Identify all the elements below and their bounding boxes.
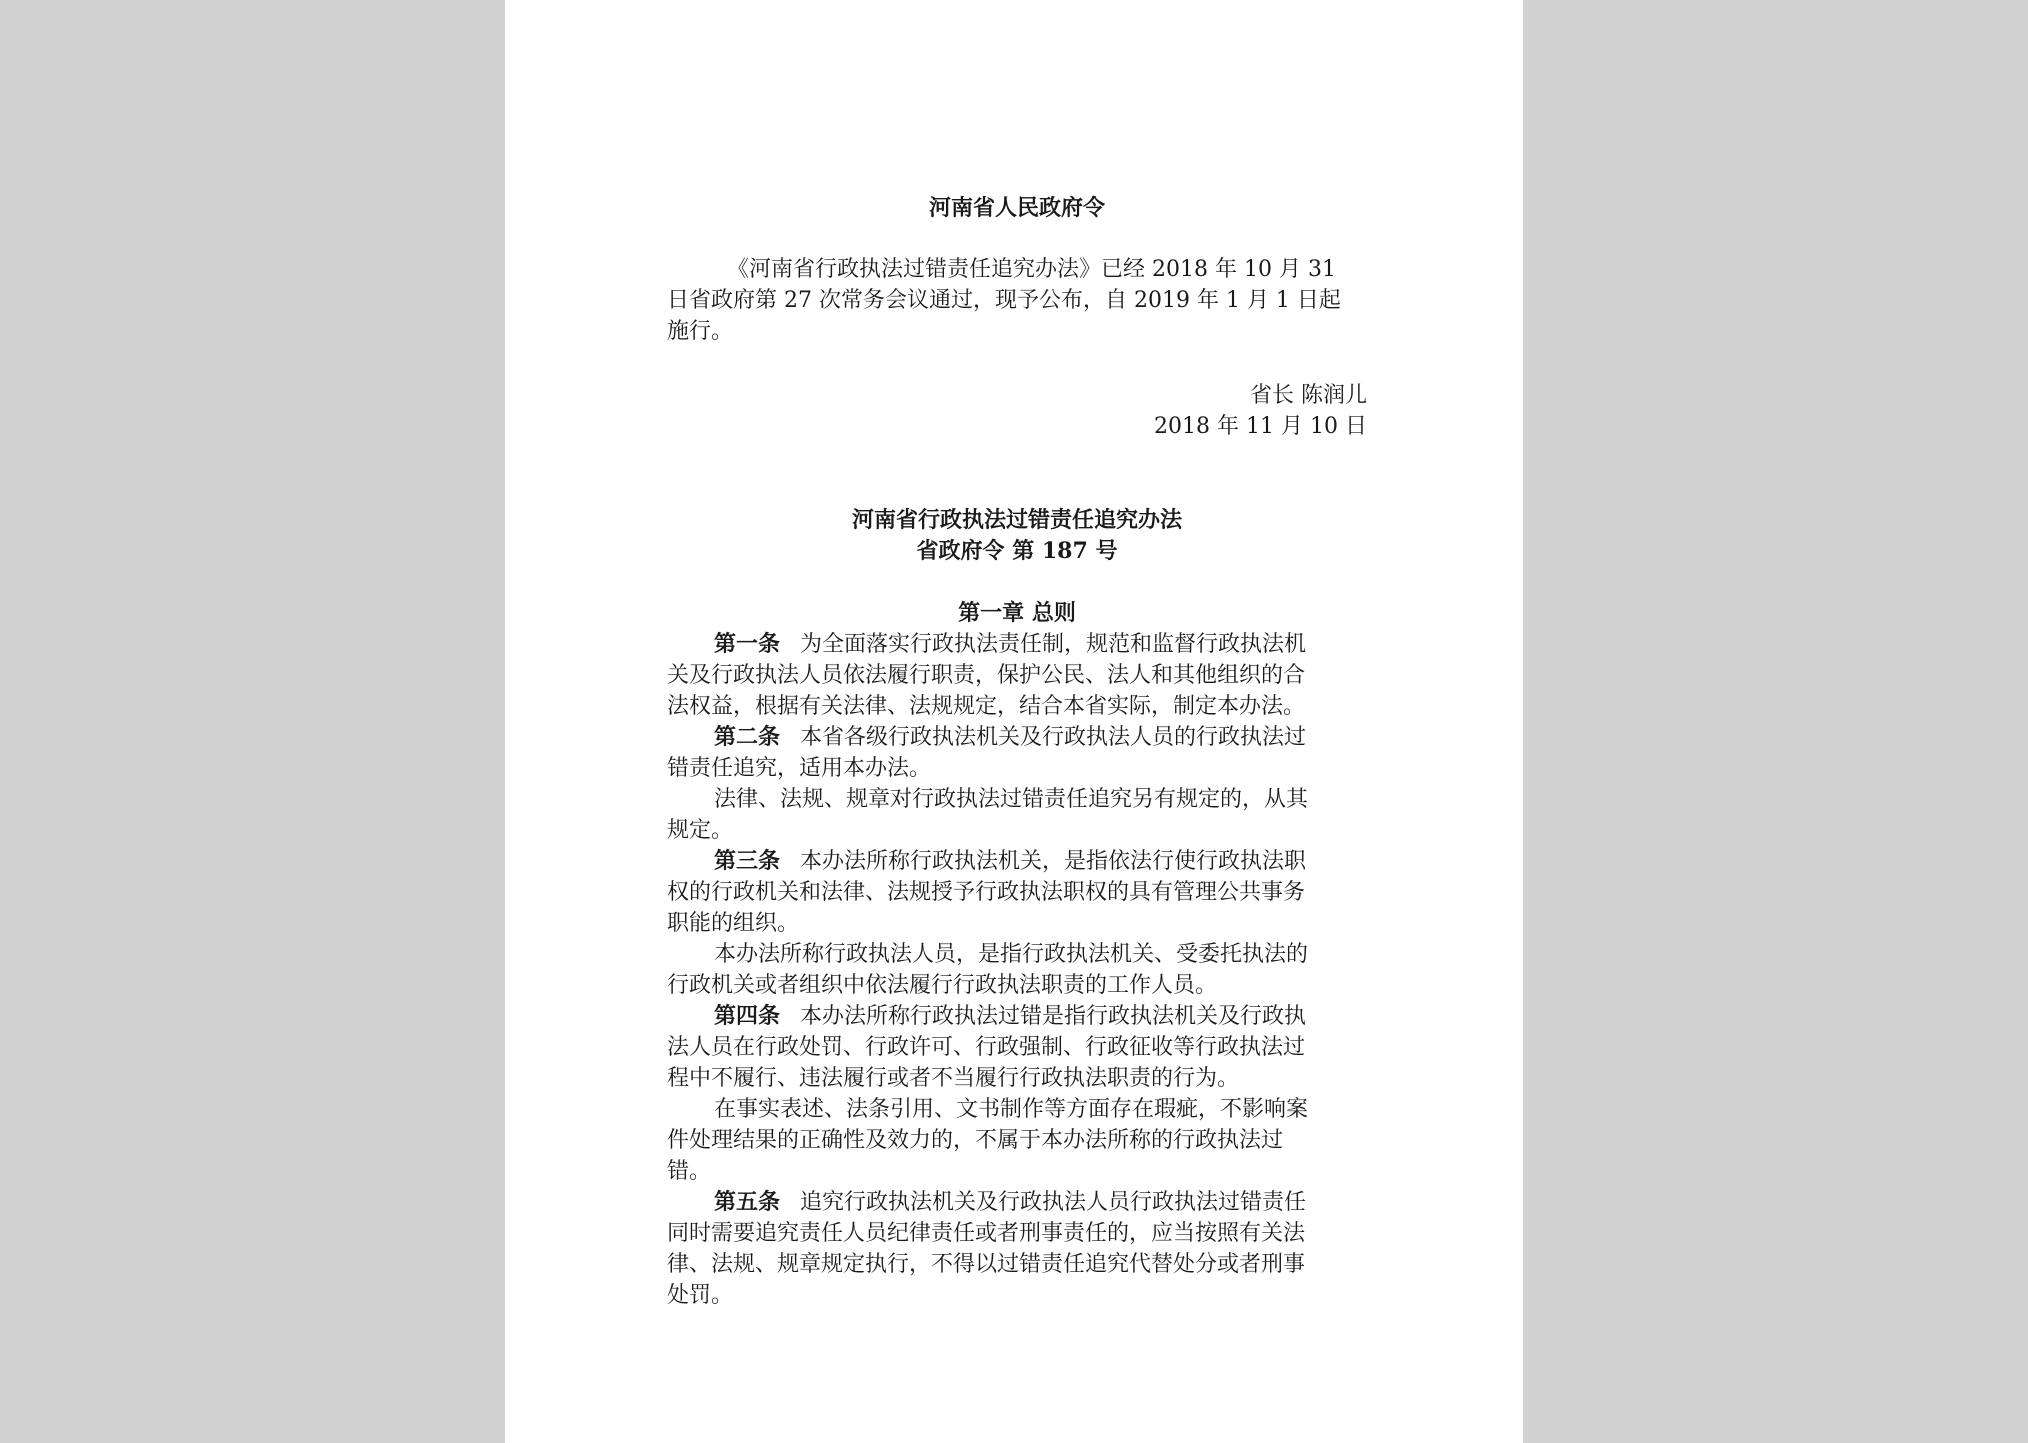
regulation-line: [667, 1094, 1367, 1125]
regulation-line: [667, 877, 1367, 908]
article-text: 追究行政执法机关及行政执法人员行政执法过错责任: [800, 1190, 1307, 1215]
regulation-line: [667, 691, 1367, 722]
article-text: 行政机关或者组织中依法履行行政执法职责的工作人员。: [667, 973, 1218, 998]
regulation-line: [667, 1001, 1367, 1032]
article-text: 关及行政执法人员依法履行职责，保护公民、法人和其他组织的合: [667, 663, 1306, 688]
article-text: 错。: [667, 1159, 712, 1184]
regulation-line: [667, 970, 1367, 1001]
article-text: 本办法所称行政执法过错是指行政执法机关及行政执: [800, 1004, 1307, 1029]
regulation-line: [667, 1032, 1367, 1063]
order-body-line: 施行。: [667, 319, 734, 344]
regulation-line: [667, 753, 1367, 784]
article-text: 件处理结果的正确性及效力的，不属于本办法所称的行政执法过: [667, 1128, 1284, 1153]
regulation-line: [667, 1125, 1367, 1156]
chapter-heading: 第一章 总则: [958, 600, 1076, 626]
order-signer: 省长 陈润儿: [1250, 383, 1367, 408]
article-text: 本办法所称行政执法人员，是指行政执法机关、受委托执法的: [714, 942, 1309, 967]
order-date: 2018 年 11 月 10 日: [1154, 414, 1367, 439]
regulation-line: [667, 1063, 1367, 1094]
regulation-line: [667, 815, 1367, 846]
regulation-line: [667, 846, 1367, 877]
article-text: 律、法规、规章规定执行，不得以过错责任追究代替处分或者刑事: [667, 1252, 1306, 1277]
order-body-line: 日省政府第 27 次常务会议通过，现予公布，自 2019 年 1 月 1 日起: [667, 288, 1341, 313]
article-text: 法人员在行政处罚、行政许可、行政强制、行政征收等行政执法过: [667, 1035, 1306, 1060]
regulation-line: [667, 722, 1367, 753]
regulation-line: [667, 939, 1367, 970]
article-text: 本办法所称行政执法机关，是指依法行使行政执法职: [800, 849, 1307, 874]
regulation-line: [667, 1156, 1367, 1187]
article-text: 规定。: [667, 818, 734, 843]
regulation-line: [667, 784, 1367, 815]
regulation-number: 省政府令 第 187 号: [916, 538, 1118, 564]
regulation-line: [667, 1187, 1367, 1218]
article-label: 第三条: [714, 848, 781, 874]
regulation-line: [667, 1280, 1367, 1311]
article-label: 第一条: [714, 631, 781, 657]
article-text: 错责任追究，适用本办法。: [667, 756, 932, 781]
article-text: 在事实表述、法条引用、文书制作等方面存在瑕疵，不影响案: [714, 1097, 1309, 1122]
article-text: 法律、法规、规章对行政执法过错责任追究另有规定的，从其: [714, 787, 1309, 812]
article-label: 第二条: [714, 724, 781, 750]
article-text: 程中不履行、违法履行或者不当履行行政执法职责的行为。: [667, 1066, 1240, 1091]
regulation-line: [667, 908, 1367, 939]
article-text: 权的行政机关和法律、法规授予行政执法职权的具有管理公共事务: [667, 880, 1306, 905]
article-text: 处罚。: [667, 1283, 734, 1308]
article-text: 法权益，根据有关法律、法规规定，结合本省实际，制定本办法。: [667, 694, 1306, 719]
article-text: 同时需要追究责任人员纪律责任或者刑事责任的，应当按照有关法: [667, 1221, 1306, 1246]
regulation-line: [667, 1218, 1367, 1249]
article-text: 本省各级行政执法机关及行政执法人员的行政执法过: [800, 725, 1307, 750]
article-text: 为全面落实行政执法责任制，规范和监督行政执法机: [800, 632, 1307, 657]
article-text: 职能的组织。: [667, 911, 800, 936]
regulation-line: [667, 629, 1367, 660]
regulation-title: 河南省行政执法过错责任追究办法: [851, 507, 1182, 533]
order-title: 河南省人民政府令: [928, 195, 1105, 221]
document-page: [505, 0, 1523, 1443]
regulation-line: [667, 660, 1367, 691]
order-body-line: 《河南省行政执法过错责任追究办法》已经 2018 年 10 月 31: [727, 257, 1336, 282]
article-label: 第五条: [714, 1189, 781, 1215]
regulation-line: [667, 1249, 1367, 1280]
article-label: 第四条: [714, 1003, 781, 1029]
